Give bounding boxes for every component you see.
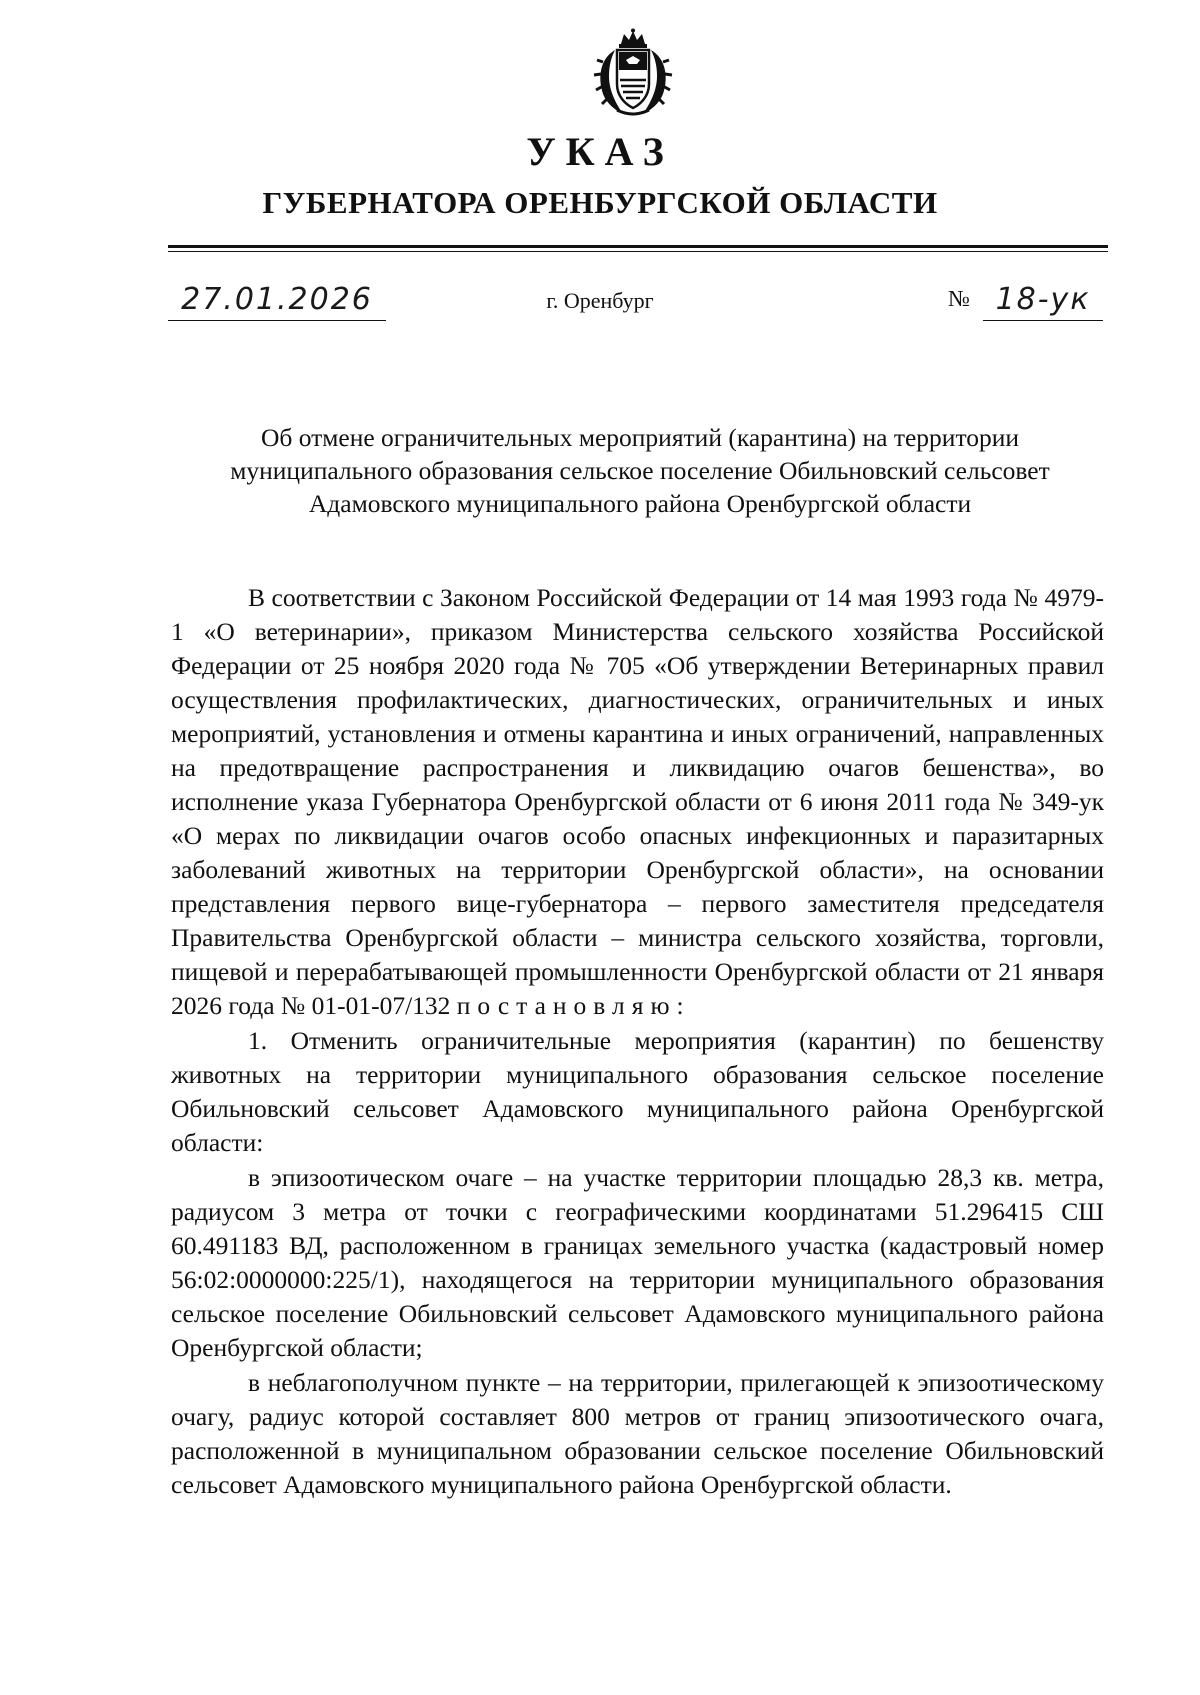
- title-line: Об отмене ограничительных мероприятий (карантина) на территории: [260, 423, 1020, 452]
- unfavorable-area-paragraph: в неблагополучном пункте – на территории, прилегающей к эпизоотическому очагу, радиус которой составляет 800 метров от границ эпизоотического очага, расположенной в муниципальном образовании сельское поселение Обильновский сельсовет Адамовского муниципального района Оренбургской области.: [171, 1368, 1104, 1499]
- clause-1-paragraph: 1. Отменить ограничительные мероприятия (карантин) по бешенству животных на территории муниципального образования сельское поселение Обильновский сельсовет Адамовского муниципального района Оренбургской области:: [171, 1026, 1104, 1157]
- document-number-label: №: [948, 286, 970, 311]
- document-title: [160, 421, 1120, 520]
- title-line: Адамовского муниципального района Оренбургской области: [308, 489, 972, 518]
- document-body: [171, 581, 1104, 1502]
- preamble-text: В соответствии с Законом Российской Федерации от 14 мая 1993 года № 4979-1 «О ветеринарии», приказом Министерства сельского хозяйства Российской Федерации от 25 ноября 2020 года № 705 «Об утверждении Ветеринарных правил осуществления профилактических, диагностических, ограничительных и иных мероприятий, установления и отмены карантина и иных ограничений, направленных на предотвращение распространения и ликвидацию очагов бешенства», во исполнение указа Губернатора Оренбургской области от 6 июня 2011 года № 349-ук «О мерах по ликвидации очагов особо опасных инфекционных и паразитарных заболеваний животных на территории Оренбургской области», на основании представления первого вице-губернатора – первого заместителя председателя Правительства Оренбургской области – министра сельского хозяйства, торговли, пищевой и перерабатывающей промышленности Оренбургской области от 21 января 2026 года № 01-01-07/132: [171, 583, 1104, 1020]
- header-divider-thick: [168, 245, 1108, 248]
- header-divider-thin: [168, 251, 1108, 252]
- document-type: УКАЗ: [526, 129, 674, 174]
- title-line: муниципального образования сельское поселение Обильновский сельсовет: [230, 456, 1050, 485]
- document-date: 27.01.2026: [181, 282, 373, 317]
- document-number: 18-ук: [995, 282, 1091, 317]
- decree-word: постановляю:: [456, 991, 691, 1020]
- outbreak-zone-paragraph: в эпизоотическом очаге – на участке территории площадью 28,3 кв. метра, радиусом 3 метра от точки с географическими координатами 51.296415 СШ 60.491183 ВД, расположенном в границах земельного участка (кадастровый номер 56:02:0000000:225/1), находящегося на территории муниципального образования сельское поселение Обильновский сельсовет Адамовского муниципального района Оренбургской области;: [171, 1163, 1104, 1362]
- document-number-field: [983, 282, 1103, 321]
- issuer-title: ГУБЕРНАТОРА ОРЕНБУРГСКОЙ ОБЛАСТИ: [262, 185, 938, 220]
- orenburg-coat-of-arms-icon: [593, 28, 673, 118]
- document-city: г. Оренбург: [546, 288, 654, 313]
- preamble-paragraph: [171, 581, 1104, 1023]
